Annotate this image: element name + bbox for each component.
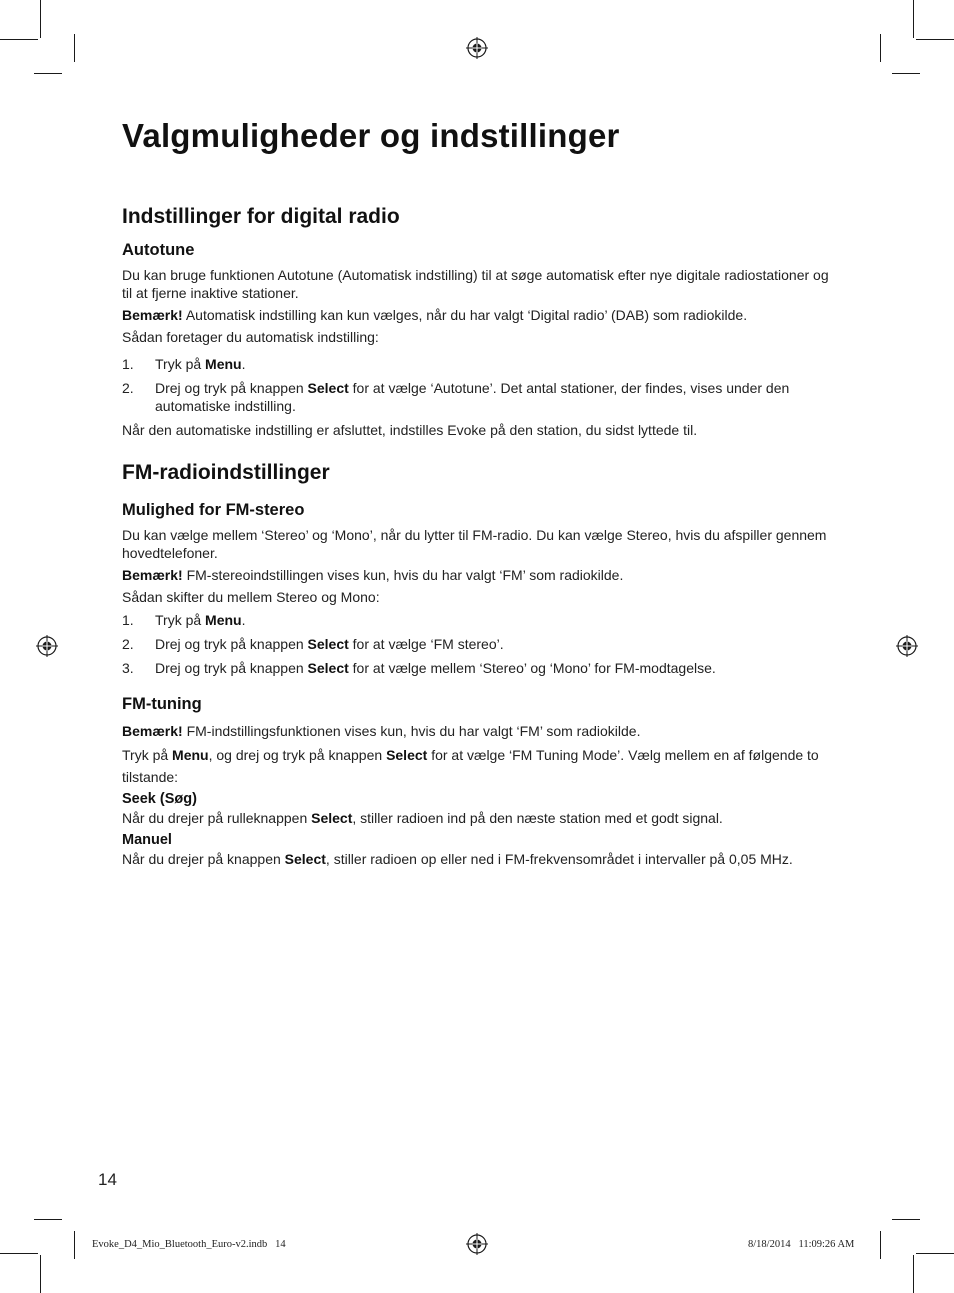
- list-item: [122, 635, 832, 653]
- note-text: Automatisk indstilling kan kun vælges, når du har valgt ‘Digital radio’ (DAB) som radiokilde.: [182, 307, 748, 323]
- step-keyword: Select: [307, 660, 349, 676]
- note-paragraph: [122, 306, 832, 324]
- paragraph-text: , stiller radioen op eller ned i FM-frekvensområdet i intervaller på 0,05 MHz.: [325, 851, 793, 867]
- step-number: 2.: [122, 636, 134, 652]
- step-text: Drej og tryk på knappen: [155, 660, 308, 676]
- crop-mark: [916, 39, 954, 40]
- footer-filename: Evoke_D4_Mio_Bluetooth_Euro-v2.indb 14: [92, 1239, 286, 1250]
- step-text: Drej og tryk på knappen: [155, 380, 308, 396]
- section-heading: FM-radioindstillinger: [122, 461, 330, 484]
- section-digital-radio: [122, 204, 832, 439]
- crop-mark: [0, 1253, 38, 1254]
- step-keyword: Select: [307, 380, 349, 396]
- subsection-heading: Mulighed for FM-stereo: [122, 501, 305, 519]
- note-text: FM-stereoindstillingen vises kun, hvis du har valgt ‘FM’ som radiokilde.: [182, 567, 624, 583]
- keyword: Select: [386, 747, 428, 763]
- note-text: FM-indstillingsfunktionen vises kun, hvis du har valgt ‘FM’ som radiokilde.: [182, 723, 641, 739]
- paragraph-text: , og drej og tryk på knappen: [208, 747, 387, 763]
- steps-list: [122, 355, 832, 415]
- step-number: 3.: [122, 660, 134, 676]
- note-paragraph: [122, 566, 832, 584]
- paragraph: Sådan foretager du automatisk indstilling:: [122, 329, 379, 345]
- page-title: Valgmuligheder og indstillinger: [122, 117, 620, 154]
- list-item: [122, 355, 832, 373]
- crop-mark: [892, 1219, 920, 1220]
- page-content: [122, 112, 832, 868]
- paragraph-text: Tryk på: [122, 747, 173, 763]
- mode-heading: Seek (Søg): [122, 791, 197, 807]
- page-number: 14: [98, 1170, 117, 1189]
- paragraph: [122, 744, 832, 788]
- crop-mark: [913, 1255, 914, 1293]
- crop-mark: [34, 1219, 62, 1220]
- mode-heading: Manuel: [122, 832, 172, 848]
- step-text: .: [241, 612, 246, 628]
- step-text: for at vælge ‘FM stereo’.: [348, 636, 504, 652]
- paragraph: Når den automatiske indstilling er afsluttet, indstilles Evoke på den station, du sidst lyttede til.: [122, 422, 698, 438]
- subsection-heading: FM-tuning: [122, 695, 202, 713]
- paragraph: Sådan skifter du mellem Stereo og Mono:: [122, 589, 380, 605]
- list-item: [122, 379, 832, 415]
- step-keyword: Menu: [205, 356, 242, 372]
- paragraph-text: for at vælge ‘FM Tuning Mode’. Vælg mellem en af følgende to tilstande:: [122, 747, 819, 785]
- crop-mark: [880, 1231, 881, 1259]
- crop-mark: [40, 1255, 41, 1293]
- note-label: Bemærk!: [122, 307, 183, 323]
- step-number: 1.: [122, 612, 134, 628]
- registration-mark-icon: [466, 37, 488, 59]
- list-item: [122, 659, 832, 677]
- registration-mark-icon: [896, 635, 918, 657]
- crop-mark: [74, 1231, 75, 1259]
- step-number: 2.: [122, 380, 134, 396]
- step-text: for at vælge mellem ‘Stereo’ og ‘Mono’ for FM-modtagelse.: [348, 660, 716, 676]
- note-paragraph: [122, 722, 832, 740]
- list-item: [122, 611, 832, 629]
- crop-mark: [0, 39, 38, 40]
- crop-mark: [892, 73, 920, 74]
- crop-mark: [34, 73, 62, 74]
- registration-mark-icon: [466, 1233, 488, 1255]
- keyword: Menu: [172, 747, 209, 763]
- step-text: Drej og tryk på knappen: [155, 636, 308, 652]
- crop-mark: [880, 34, 881, 62]
- paragraph-text: , stiller radioen ind på den næste station med et godt signal.: [352, 810, 723, 826]
- section-heading: Indstillinger for digital radio: [122, 205, 400, 228]
- crop-mark: [913, 0, 914, 38]
- paragraph: [122, 809, 832, 827]
- crop-mark: [74, 34, 75, 62]
- crop-mark: [916, 1253, 954, 1254]
- keyword: Select: [284, 851, 326, 867]
- crop-mark: [40, 0, 41, 38]
- note-label: Bemærk!: [122, 567, 183, 583]
- keyword: Select: [311, 810, 353, 826]
- step-keyword: Menu: [205, 612, 242, 628]
- registration-mark-icon: [36, 635, 58, 657]
- step-text: Tryk på: [155, 612, 206, 628]
- footer-timestamp: 8/18/2014 11:09:26 AM: [748, 1239, 855, 1250]
- paragraph-text: Når du drejer på knappen: [122, 851, 285, 867]
- step-text: Tryk på: [155, 356, 206, 372]
- section-fm-radio: [122, 460, 832, 868]
- subsection-heading: Autotune: [122, 241, 195, 259]
- paragraph: Du kan bruge funktionen Autotune (Automatisk indstilling) til at søge automatisk efter nye digitale radiostationer og til at fjerne inaktive stationer.: [122, 267, 829, 301]
- paragraph: [122, 850, 832, 868]
- steps-list: [122, 611, 832, 677]
- step-keyword: Select: [307, 636, 349, 652]
- step-text: .: [241, 356, 246, 372]
- step-number: 1.: [122, 356, 134, 372]
- step-text: for at vælge ‘Autotune’. Det antal stationer, der findes, vises under den automatiske indstilling.: [155, 380, 790, 414]
- note-label: Bemærk!: [122, 723, 183, 739]
- paragraph-text: Når du drejer på rulleknappen: [122, 810, 312, 826]
- paragraph: Du kan vælge mellem ‘Stereo’ og ‘Mono’, når du lytter til FM-radio. Du kan vælge Stereo, hvis du afspiller gennem hovedtelefoner.: [122, 527, 827, 561]
